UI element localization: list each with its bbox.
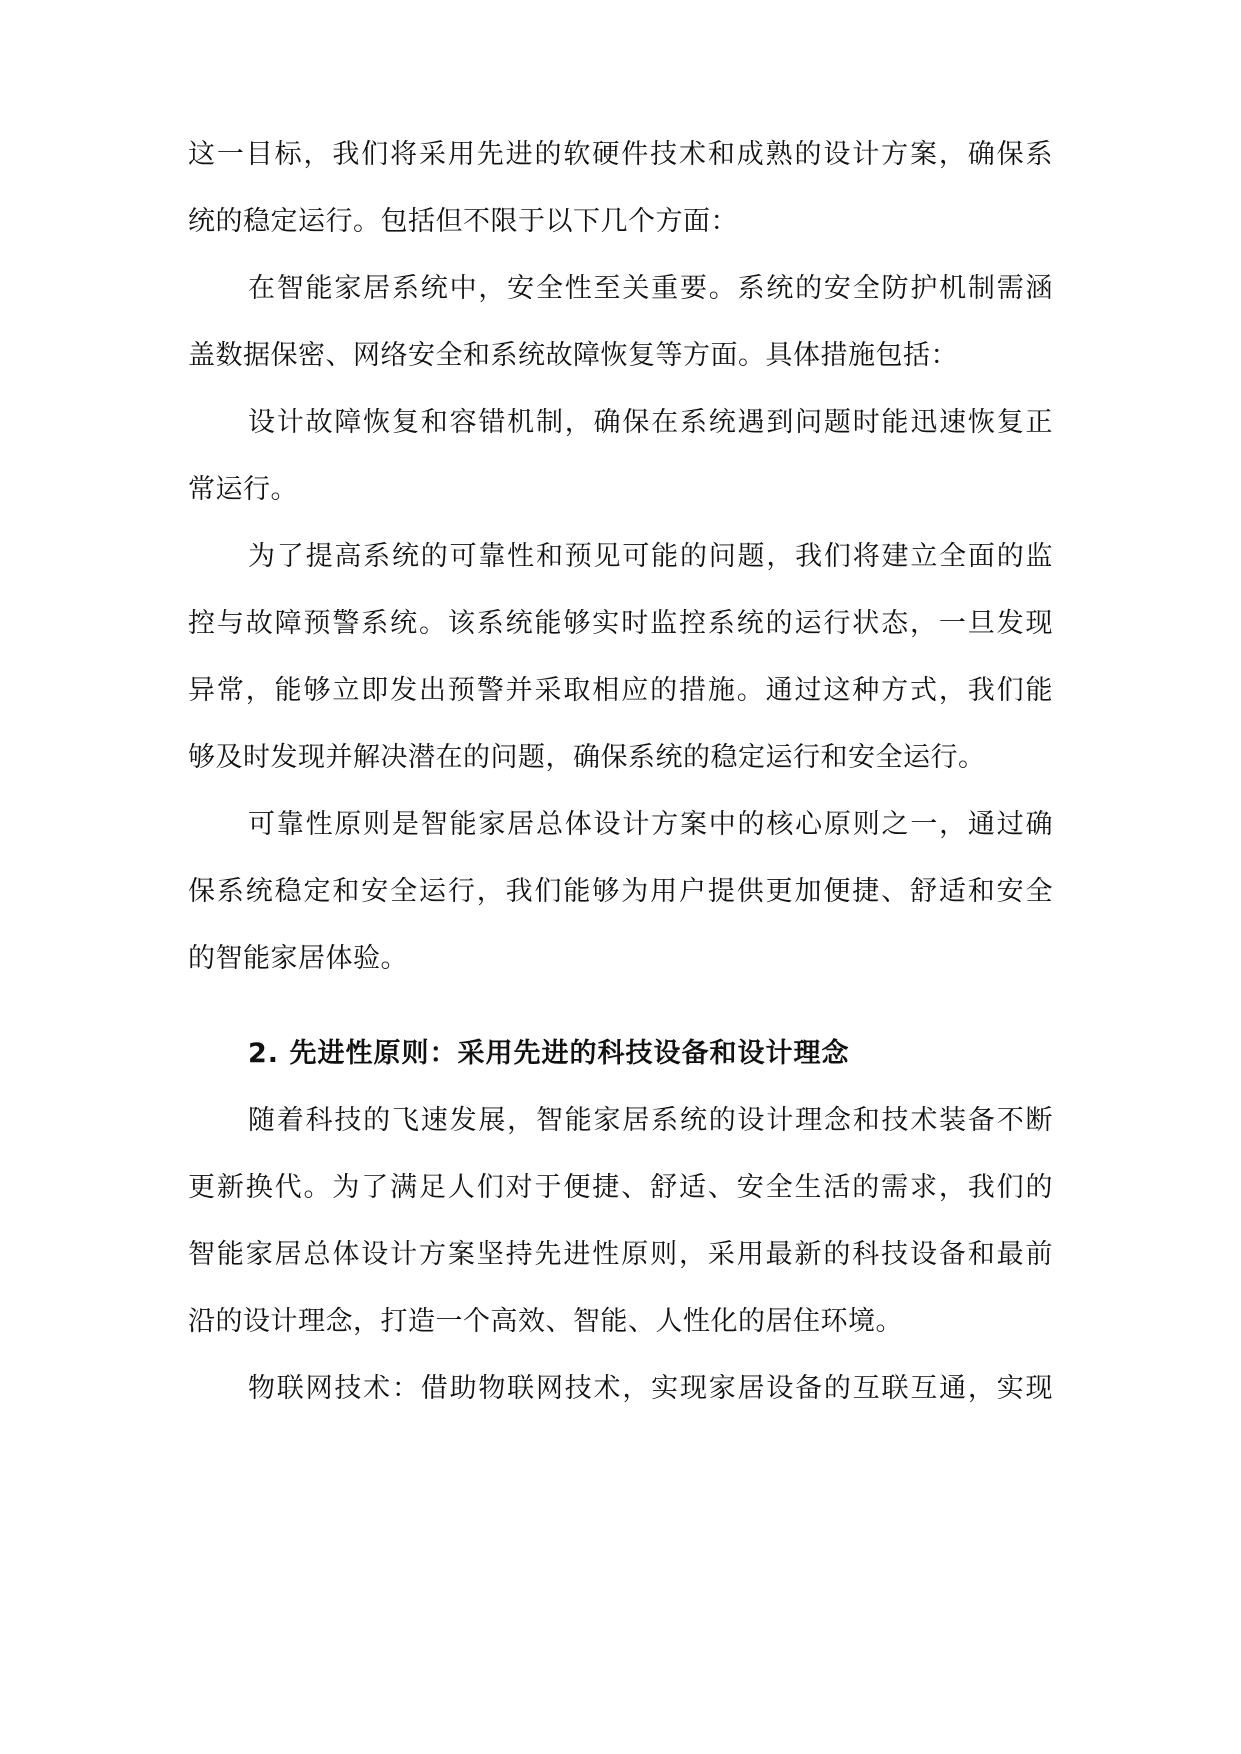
paragraph-line: 更新换代。为了满足人们对于便捷、舒适、安全生活的需求，我们的 xyxy=(188,1172,1053,1203)
paragraph-line: 控与故障预警系统。该系统能够实时监控系统的运行状态，一旦发现 xyxy=(188,608,1053,639)
paragraph-line: 在智能家居系统中，安全性至关重要。系统的安全防护机制需涵 xyxy=(248,273,1053,304)
paragraph-line: 物联网技术：借助物联网技术，实现家居设备的互联互通，实现 xyxy=(248,1373,1053,1404)
paragraph-line: 为了提高系统的可靠性和预见可能的问题，我们将建立全面的监 xyxy=(248,541,1053,572)
paragraph-line: 异常，能够立即发出预警并采取相应的措施。通过这种方式，我们能 xyxy=(188,675,1053,706)
paragraph-line: 可靠性原则是智能家居总体设计方案中的核心原则之一，通过确 xyxy=(248,809,1053,840)
paragraph-line: 盖数据保密、网络安全和系统故障恢复等方面。具体措施包括： xyxy=(188,340,958,371)
paragraph-line: 统的稳定运行。包括但不限于以下几个方面： xyxy=(188,206,738,237)
paragraph-line: 的智能家居体验。 xyxy=(188,943,408,974)
paragraph-line: 这一目标，我们将采用先进的软硬件技术和成熟的设计方案，确保系 xyxy=(188,139,1053,170)
paragraph-line: 设计故障恢复和容错机制，确保在系统遇到问题时能迅速恢复正 xyxy=(248,407,1053,438)
paragraph-line: 保系统稳定和安全运行，我们能够为用户提供更加便捷、舒适和安全 xyxy=(188,876,1053,907)
section-heading: 2. 先进性原则：采用先进的科技设备和设计理念 xyxy=(248,1038,850,1069)
paragraph-line: 常运行。 xyxy=(188,474,298,505)
paragraph-line: 智能家居总体设计方案坚持先进性原则，采用最新的科技设备和最前 xyxy=(188,1239,1053,1270)
paragraph-line: 随着科技的飞速发展，智能家居系统的设计理念和技术装备不断 xyxy=(248,1105,1053,1136)
paragraph-line: 沿的设计理念，打造一个高效、智能、人性化的居住环境。 xyxy=(188,1306,903,1337)
paragraph-line: 够及时发现并解决潜在的问题，确保系统的稳定运行和安全运行。 xyxy=(188,742,986,773)
